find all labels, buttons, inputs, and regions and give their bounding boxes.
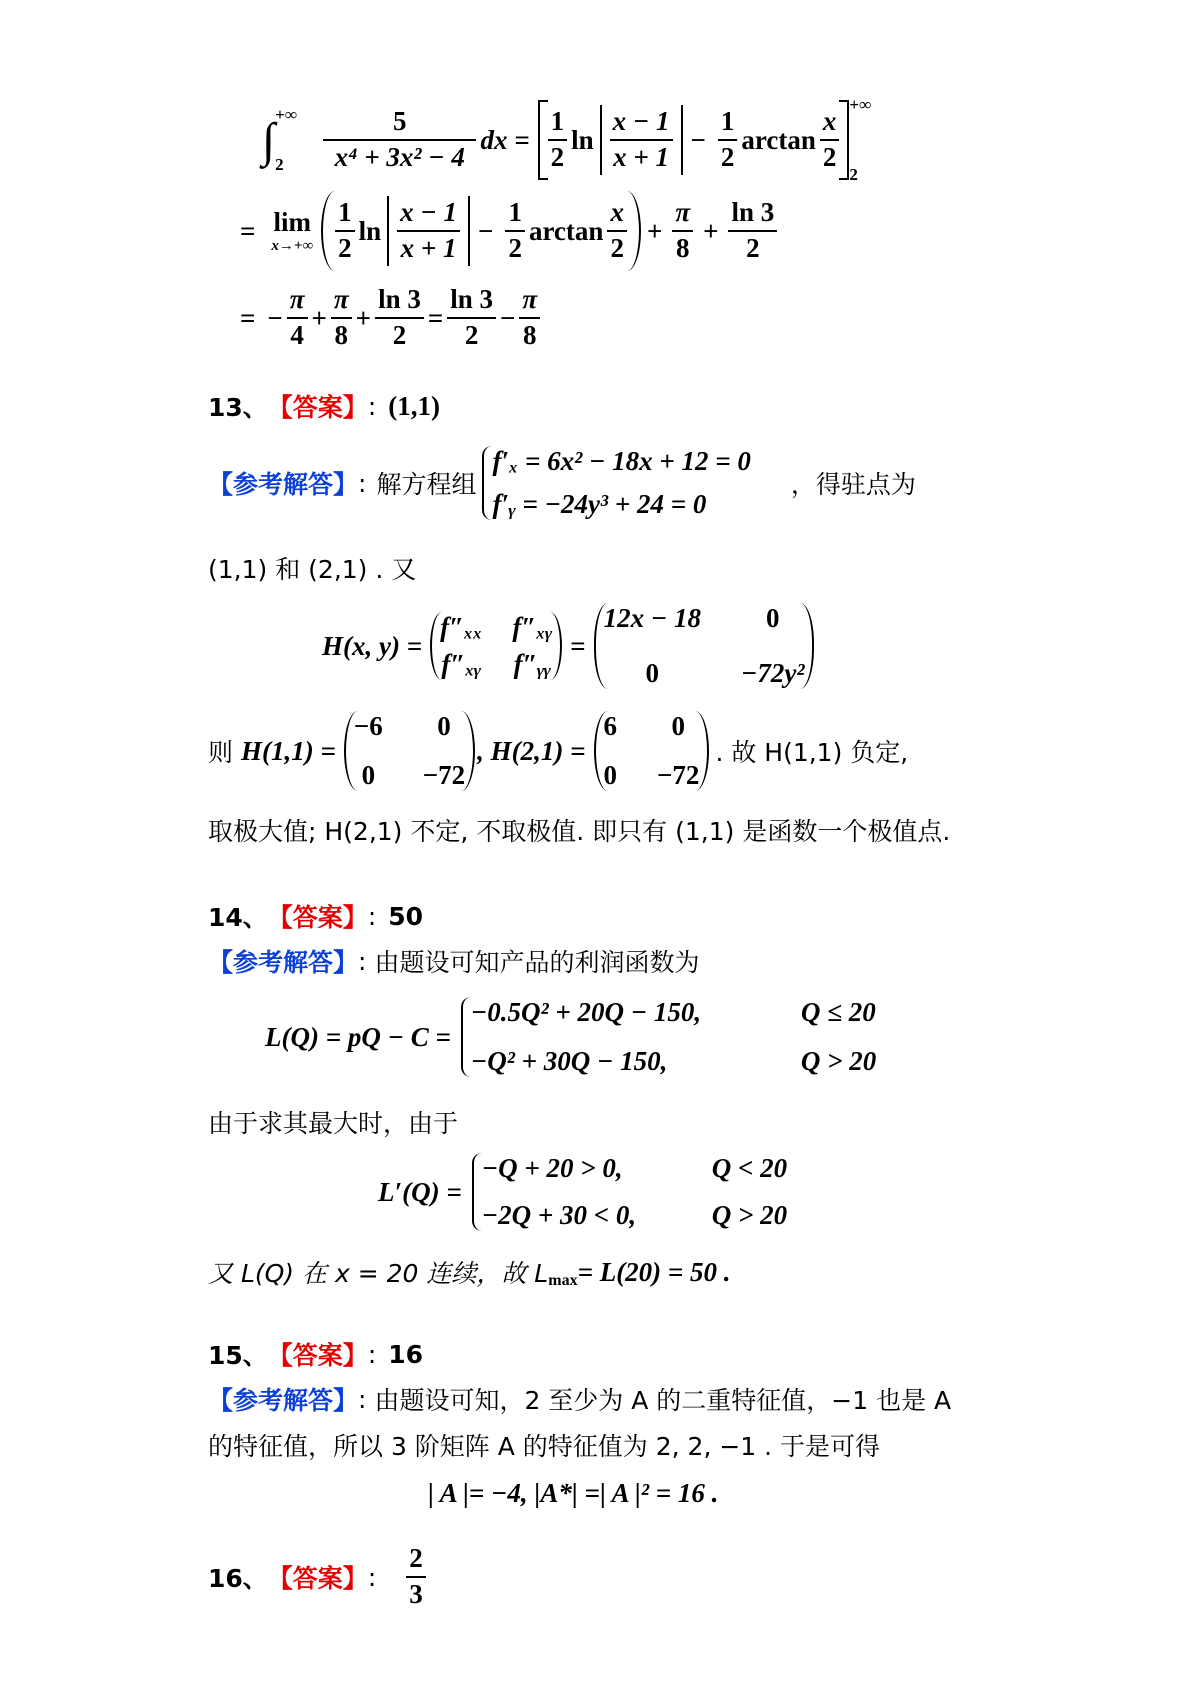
math-text: , H(2,1) = (477, 735, 586, 766)
math-text: −2Q + 30 < 0, (481, 1200, 637, 1230)
math-group (375, 283, 424, 353)
math-group (594, 603, 815, 689)
math-text: 1 (718, 105, 738, 141)
math-text: 的特征值，所以 3 阶矩阵 A 的特征值为 2, 2, −1 . 于是可得 (208, 1432, 881, 1461)
math-text: x→+∞ (271, 238, 314, 254)
math-text: 0 (361, 760, 376, 790)
question-number: 15、 (208, 1341, 268, 1370)
math-text: H(x, y) = (322, 630, 423, 661)
q15-formula (428, 1478, 718, 1509)
math-text: −Q + 20 > 0, (481, 1153, 623, 1183)
math-text: L′(Q) = (378, 1176, 462, 1207)
math-text: ln 3 (447, 283, 496, 319)
q15-answer-line (208, 1336, 423, 1372)
math-text: f″ₓᵧ (441, 649, 482, 679)
math-group (482, 1200, 787, 1231)
math-text: = L(20) = 50 . (577, 1256, 731, 1287)
q14-final (208, 1254, 731, 1290)
math-text: Q > 20 (800, 1046, 877, 1076)
math-group (387, 196, 470, 266)
antiderivative-bracket (538, 100, 850, 180)
math-text: x⁴ + 3x² − 4 (334, 142, 465, 172)
colon: : (367, 1562, 377, 1592)
math-text: 2 (392, 320, 407, 350)
eval-upper: +∞ (849, 95, 872, 114)
math-text: 2 (338, 233, 352, 263)
math-group (321, 191, 641, 271)
math-text: H(1,1) = (241, 735, 336, 766)
math-text: + (703, 215, 719, 246)
colon: : (367, 1339, 377, 1369)
math-text: + (355, 302, 372, 333)
math-group (519, 283, 540, 353)
math-text: | A |= −4, |A*| =| A |² = 16 . (428, 1478, 719, 1508)
math-text: arctan (741, 124, 816, 155)
colon: : (358, 468, 367, 498)
math-text: = (427, 302, 444, 333)
integral-lower-limit: 2 (275, 155, 284, 174)
q14-solution-line (208, 943, 699, 979)
math-text: 2 (822, 142, 837, 172)
math-group (594, 711, 710, 791)
integral-line-1 (262, 95, 871, 185)
math-group (287, 283, 308, 353)
math-group (505, 196, 525, 266)
math-text: 3 (409, 1579, 423, 1609)
dx-equals: dx = (480, 124, 530, 155)
colon: : (358, 1384, 367, 1414)
reference-solution-label: 【参考解答】 (208, 470, 359, 499)
math-text: 4 (290, 320, 304, 350)
math-group (335, 196, 355, 266)
colon: : (367, 391, 377, 421)
math-group (397, 196, 460, 266)
math-text: π (672, 196, 693, 232)
math-group (728, 196, 777, 266)
math-group (718, 105, 738, 175)
math-text: − (478, 215, 494, 246)
colon: : (367, 901, 377, 931)
reference-solution-label: 【参考解答】 (208, 948, 359, 977)
math-text: 2 (550, 142, 565, 172)
math-text: + (311, 302, 327, 333)
math-text: + (646, 215, 663, 246)
math-text: ln (358, 215, 382, 246)
math-text: 则 (208, 738, 234, 767)
q15-solution-line (208, 1381, 951, 1417)
math-text: 12x − 18 (603, 603, 701, 633)
math-text: arctan (528, 215, 604, 246)
eval-lower: 2 (849, 165, 858, 184)
math-text: f″ₓₓ (440, 612, 483, 642)
math-text: . 故 H(1,1) 负定, (715, 738, 909, 767)
math-group (600, 105, 683, 175)
equation-system (482, 446, 750, 520)
integral-upper-limit: +∞ (275, 105, 297, 124)
math-text: 2 (406, 1542, 426, 1578)
math-text: (1,1) 和 (2,1) . 又 (208, 555, 417, 584)
answer-value: (1,1) (388, 390, 440, 421)
math-text: Q < 20 (711, 1153, 788, 1183)
math-text: lim (273, 207, 312, 237)
integrand-fraction (323, 105, 477, 175)
math-text: 0 (603, 760, 618, 790)
math-text: = (240, 215, 256, 246)
math-text: 0 (765, 603, 780, 633)
math-text: ln 3 (375, 283, 424, 319)
math-group (275, 105, 297, 175)
math-group (604, 711, 700, 791)
math-text: −6 (353, 711, 383, 741)
math-text: Q > 20 (711, 1200, 788, 1230)
math-text: 2 (610, 233, 624, 263)
math-text: π (519, 283, 540, 319)
answer-label: 【答案】 (267, 393, 368, 422)
math-text: −0.5Q² + 20Q − 150, (470, 997, 702, 1027)
math-text: max (548, 1272, 578, 1289)
math-text: π (331, 283, 352, 319)
math-group (461, 997, 876, 1077)
answer-value: 50 (388, 901, 424, 931)
math-text: x + 1 (613, 142, 670, 172)
math-text: 1 (548, 105, 568, 141)
math-group (331, 283, 352, 353)
math-text: = (570, 630, 586, 661)
q13-conclusion (208, 812, 950, 848)
math-text: f′ₓ = 6x² − 18x + 12 = 0 (492, 446, 751, 476)
math-text: 8 (675, 233, 690, 263)
math-text: Q ≤ 20 (800, 997, 876, 1027)
q15-line2 (208, 1427, 880, 1463)
answer-value: 16 (388, 1339, 424, 1369)
math-text: 由题设可知，2 至少为 A 的二重特征值，−1 也是 A (374, 1386, 952, 1415)
math-text: 0 (671, 711, 685, 741)
math-text: 2 (464, 320, 479, 350)
math-group (472, 1153, 787, 1231)
math-text: 8 (334, 320, 349, 350)
math-text: f″ₓᵧ (512, 612, 553, 642)
math-text: 1 (505, 196, 525, 232)
q13-points (208, 550, 416, 586)
math-text: − (267, 302, 283, 333)
math-text: −72y² (740, 658, 805, 688)
q16-answer-line (208, 1532, 430, 1622)
math-text: 8 (523, 320, 537, 350)
math-text: π (287, 283, 308, 319)
math-group (354, 711, 465, 791)
math-text: 6 (603, 711, 618, 741)
solve-text: 解方程组 (376, 470, 477, 499)
math-text: 0 (645, 658, 660, 688)
math-text: 取极大值; H(2,1) 不定, 不取极值. 即只有 (1,1) 是函数一个极值点. (208, 817, 951, 846)
hessian-values-line (208, 703, 908, 799)
question-number: 14、 (208, 903, 268, 932)
math-group (672, 196, 693, 266)
q14-answer-line (208, 898, 423, 934)
math-text: 由题设可知产品的利润函数为 (374, 948, 700, 977)
math-group (482, 1153, 787, 1184)
math-group (471, 997, 876, 1028)
math-text: = (240, 302, 256, 333)
math-text: − (500, 302, 516, 333)
math-text: 又 L(Q) 在 x = 20 连续，故 L (208, 1259, 549, 1288)
math-text: −Q² + 30Q − 150, (470, 1046, 668, 1076)
math-group (447, 283, 496, 353)
math-text: ln (571, 124, 594, 155)
colon: : (358, 946, 367, 976)
math-text: 0 (437, 711, 451, 741)
integral-line-2 (240, 188, 781, 274)
q13-solution-line (208, 430, 916, 536)
math-text: 2 (508, 233, 522, 263)
math-text: x (607, 196, 627, 232)
math-text: 5 (323, 105, 477, 141)
q14-since (208, 1104, 458, 1140)
reference-solution-label: 【参考解答】 (208, 1386, 359, 1415)
question-number: 16、 (208, 1564, 268, 1593)
math-text: x − 1 (397, 196, 460, 232)
math-group (849, 95, 871, 185)
math-text: f′ᵧ = −24y³ + 24 = 0 (492, 489, 707, 519)
math-group (610, 105, 673, 175)
answer-label: 【答案】 (267, 1341, 368, 1370)
math-text: 1 (335, 196, 355, 232)
math-group (430, 612, 562, 680)
math-group (344, 711, 475, 791)
answer-fraction (406, 1542, 426, 1612)
limit (271, 207, 313, 255)
math-group (440, 612, 552, 680)
math-group (604, 603, 805, 689)
math-text: − (690, 124, 706, 155)
question-number: 13、 (208, 393, 268, 422)
math-text: −72 (422, 760, 466, 790)
math-text: x − 1 (610, 105, 673, 141)
integral-sign: ∫ (262, 113, 276, 167)
math-text: −72 (657, 760, 700, 790)
math-text: ln 3 (728, 196, 777, 232)
math-text: 2 (746, 233, 760, 263)
math-group (607, 196, 627, 266)
math-text: x + 1 (400, 233, 457, 263)
profit-function (265, 987, 876, 1087)
answer-label: 【答案】 (267, 903, 368, 932)
math-text: f″ᵧᵧ (513, 649, 551, 679)
hessian-line (322, 598, 814, 694)
math-text: x (820, 105, 840, 141)
math-group (548, 105, 568, 175)
math-group (820, 105, 840, 175)
q13-answer-line (208, 388, 440, 424)
math-text: 由于求其最大时，由于 (208, 1109, 459, 1138)
math-text: 2 (720, 142, 735, 172)
answer-label: 【答案】 (267, 1564, 368, 1593)
math-text: L(Q) = pQ − C = (265, 1021, 451, 1052)
derivative-function (378, 1145, 787, 1239)
math-group (471, 1046, 876, 1077)
stationary-text: ，得驻点为 (790, 470, 916, 499)
integral-line-3 (240, 282, 544, 354)
